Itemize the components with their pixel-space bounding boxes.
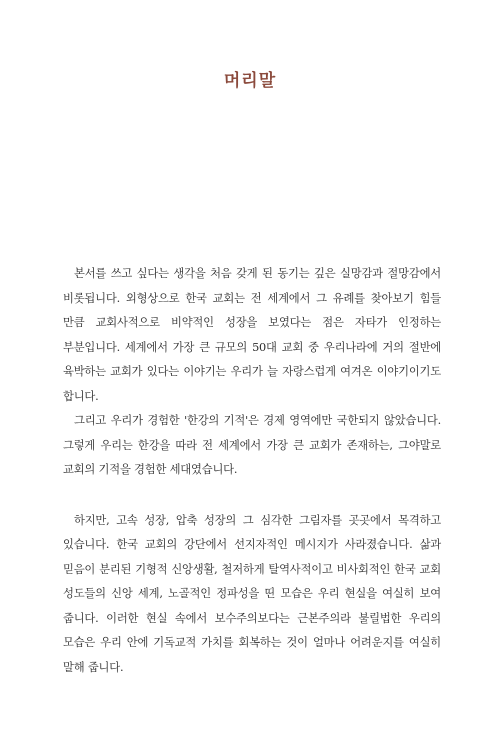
page-title: 머리말 <box>223 71 277 91</box>
paragraph-1: 본서를 쓰고 싶다는 생각을 처음 갖게 된 동기는 깊은 실망감과 절망감에서 비롯됩니다. 외형상으로 한국 교회는 전 세계에서 그 유례를 찾아보기 힘들 만큼 교회사적으로 비약적인 성장을 보였다는 점은 자타가 인정하는 부분입니다. 세계에서 가장 큰 규모의 50대 교회 중 우리나라에 거의 절반에 육박하는 교회가 있다는 이야기는 우리가 늘 자랑스럽게 여겨온 이야기이기도 합니다. <box>63 267 441 403</box>
paragraph-3: 하지만, 고속 성장, 압축 성장의 그 심각한 그림자를 곳곳에서 목격하고 있습니다. 한국 교회의 강단에서 선지자적인 메시지가 사라졌습니다. 삶과 믿음이 분리된 기형적 신앙생활, 철저하게 탈역사적이고 비사회적인 한국 교회 성도들의 신앙 세계, 노골적인 정파성을 띤 모습은 우리 현실을 여실히 보여 줍니다. 이러한 현실 속에서 보수주의보다는 근본주의라 불릴법한 우리의 모습은 우리 안에 기독교적 가치를 회복하는 것이 얼마나 어려운지를 여실히 말해 줍니다. <box>63 513 441 674</box>
paragraph-2: 그리고 우리가 경험한 '한강의 기적'은 경제 영역에만 국한되지 않았습니다. 그렇게 우리는 한강을 따라 전 세계에서 가장 큰 교회가 존재하는, 그야말로 교회의 기적을 경험한 세대였습니다. <box>63 414 441 476</box>
body-text <box>63 262 441 680</box>
